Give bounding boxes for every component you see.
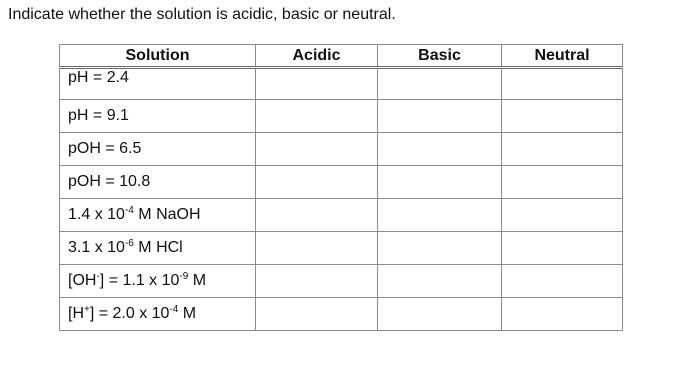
- solution-cell: pH = 2.4: [60, 68, 256, 100]
- neutral-answer-cell[interactable]: [502, 265, 623, 298]
- header-acidic: Acidic: [256, 45, 378, 68]
- header-solution: Solution: [60, 45, 256, 68]
- basic-answer-cell[interactable]: [378, 265, 502, 298]
- table-row: [60, 133, 623, 166]
- table-row: [60, 100, 623, 133]
- solution-cell: 1.4 x $10^{-4}$ M NaOH: [60, 199, 256, 232]
- table-row: [60, 265, 623, 298]
- table-row: [60, 68, 623, 100]
- basic-answer-cell[interactable]: [378, 68, 502, 100]
- solution-cell: pH = 9.1: [60, 100, 256, 133]
- neutral-answer-cell[interactable]: [502, 68, 623, 100]
- basic-answer-cell[interactable]: [378, 133, 502, 166]
- header-row: [60, 45, 623, 68]
- instruction-text: Indicate whether the solution is acidic, basic or neutral.: [8, 6, 396, 23]
- basic-answer-cell[interactable]: [378, 298, 502, 331]
- acidic-answer-cell[interactable]: [256, 100, 378, 133]
- basic-answer-cell[interactable]: [378, 232, 502, 265]
- header-neutral: Neutral: [502, 45, 623, 68]
- table-row: [60, 232, 623, 265]
- acidic-answer-cell[interactable]: [256, 232, 378, 265]
- acidic-answer-cell[interactable]: [256, 298, 378, 331]
- header-basic: Basic: [378, 45, 502, 68]
- basic-answer-cell[interactable]: [378, 199, 502, 232]
- neutral-answer-cell[interactable]: [502, 100, 623, 133]
- acidic-answer-cell[interactable]: [256, 199, 378, 232]
- solution-cell: 3.1 x $10^{-6}$ M HCl: [60, 232, 256, 265]
- acidic-answer-cell[interactable]: [256, 265, 378, 298]
- acidic-answer-cell[interactable]: [256, 166, 378, 199]
- neutral-answer-cell[interactable]: [502, 166, 623, 199]
- neutral-answer-cell[interactable]: [502, 298, 623, 331]
- neutral-answer-cell[interactable]: [502, 133, 623, 166]
- basic-answer-cell[interactable]: [378, 166, 502, 199]
- table-row: [60, 199, 623, 232]
- solution-cell: pOH = 10.8: [60, 166, 256, 199]
- table-row: [60, 298, 623, 331]
- solution-classification-table: [59, 44, 623, 331]
- neutral-answer-cell[interactable]: [502, 199, 623, 232]
- table-row: [60, 166, 623, 199]
- basic-answer-cell[interactable]: [378, 100, 502, 133]
- solution-cell: [OH-] = 1.1 x $10^{-9}$ M: [60, 265, 256, 298]
- solution-cell: pOH = 6.5: [60, 133, 256, 166]
- acidic-answer-cell[interactable]: [256, 68, 378, 100]
- solution-cell: [H+] = 2.0 x $10^{-4}$ M: [60, 298, 256, 331]
- acidic-answer-cell[interactable]: [256, 133, 378, 166]
- neutral-answer-cell[interactable]: [502, 232, 623, 265]
